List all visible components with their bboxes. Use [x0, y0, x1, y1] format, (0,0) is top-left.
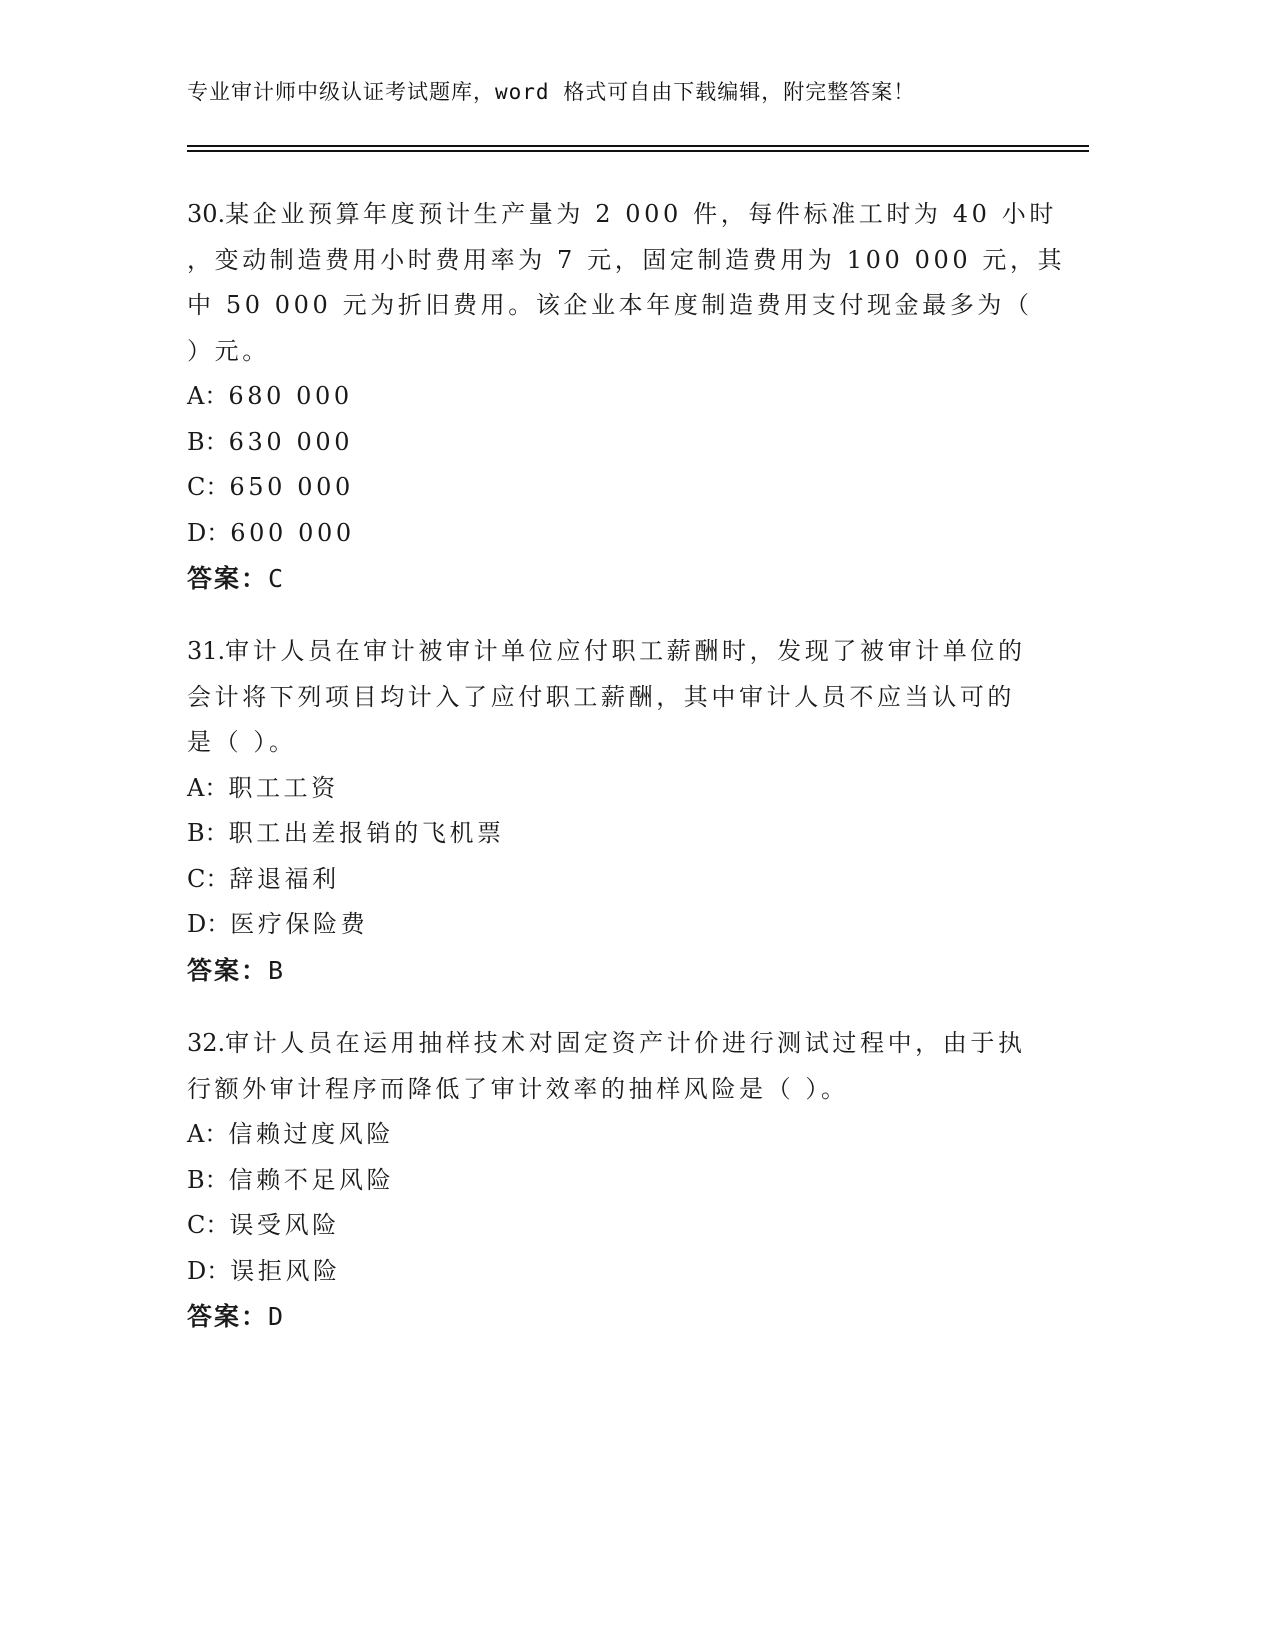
- option-d: [187, 511, 1087, 557]
- answer-label: 答案：: [187, 1302, 269, 1331]
- option-text: 误受风险: [229, 1211, 340, 1239]
- question-stem: [187, 1021, 1087, 1112]
- option-b: [187, 811, 1087, 857]
- option-key: B：: [187, 819, 229, 847]
- question-number: 32.: [187, 1029, 226, 1057]
- option-key: A：: [187, 1120, 229, 1148]
- question-number: 30.: [187, 200, 226, 228]
- question-stem: [187, 629, 1087, 766]
- answer-value: D: [268, 1302, 286, 1331]
- question-31: [187, 629, 1087, 993]
- header-divider-top: [187, 145, 1089, 147]
- option-key: A：: [187, 382, 229, 410]
- option-key: D：: [187, 1256, 231, 1285]
- option-key: C：: [187, 473, 230, 501]
- question-number: 31.: [187, 637, 226, 665]
- option-text: 信赖过度风险: [228, 1120, 394, 1148]
- answer-label: 答案：: [187, 564, 269, 593]
- answer: [187, 556, 1087, 602]
- option-text: 630 000: [228, 427, 354, 456]
- answer-value: C: [268, 564, 286, 593]
- stem-line: 32.审计人员在运用抽样技术对固定资产计价进行测试过程中，由于执: [187, 1029, 1026, 1057]
- stem-line: 是（ ）。: [187, 728, 297, 756]
- option-key: C：: [187, 1211, 230, 1239]
- header-divider-bottom: [187, 150, 1089, 152]
- option-a: [187, 374, 1087, 420]
- option-key: B：: [187, 427, 229, 456]
- option-text: 误拒风险: [230, 1256, 341, 1285]
- option-key: A：: [187, 773, 229, 802]
- option-text: 600 000: [230, 518, 355, 547]
- stem-line: 行额外审计程序而降低了审计效率的抽样风险是（ ）。: [187, 1074, 849, 1103]
- stem-line: ，变动制造费用小时费用率为 7 元，固定制造费用为 100 000 元，其: [187, 245, 1066, 274]
- option-text: 职工出差报销的飞机票: [228, 819, 505, 847]
- option-text: 650 000: [229, 473, 354, 501]
- option-text: 信赖不足风险: [228, 1165, 395, 1194]
- stem-line: 31.审计人员在审计被审计单位应付职工薪酬时，发现了被审计单位的: [187, 637, 1026, 665]
- option-b: [187, 420, 1087, 466]
- stem-line: ）元。: [187, 336, 270, 365]
- option-text: 辞退福利: [229, 864, 340, 893]
- stem-line: 中 50 000 元为折旧费用。该企业本年度制造费用支付现金最多为（: [187, 291, 1033, 319]
- option-d: [187, 902, 1087, 948]
- option-c: [187, 465, 1087, 511]
- option-key: B：: [187, 1165, 229, 1194]
- stem-line: 会计将下列项目均计入了应付职工薪酬，其中审计人员不应当认可的: [187, 682, 1015, 711]
- option-text: 680 000: [228, 382, 353, 410]
- option-a: [187, 766, 1087, 812]
- option-key: C：: [187, 864, 230, 893]
- option-key: D：: [187, 910, 231, 938]
- question-stem: [187, 192, 1087, 374]
- answer: [187, 948, 1087, 994]
- option-c: [187, 857, 1087, 903]
- page-header: 专业审计师中级认证考试题库，word 格式可自由下载编辑，附完整答案！: [187, 80, 916, 104]
- stem-line: 30.某企业预算年度预计生产量为 2 000 件，每件标准工时为 40 小时: [187, 200, 1057, 228]
- option-a: [187, 1112, 1087, 1158]
- option-d: [187, 1249, 1087, 1295]
- option-c: [187, 1203, 1087, 1249]
- answer-value: B: [268, 955, 286, 985]
- option-text: 职工工资: [228, 773, 339, 802]
- answer: [187, 1294, 1087, 1340]
- option-b: [187, 1158, 1087, 1204]
- option-key: D：: [187, 518, 231, 547]
- answer-label: 答案：: [187, 955, 269, 985]
- option-text: 医疗保险费: [230, 910, 369, 938]
- question-30: [187, 192, 1087, 602]
- question-32: [187, 1021, 1087, 1340]
